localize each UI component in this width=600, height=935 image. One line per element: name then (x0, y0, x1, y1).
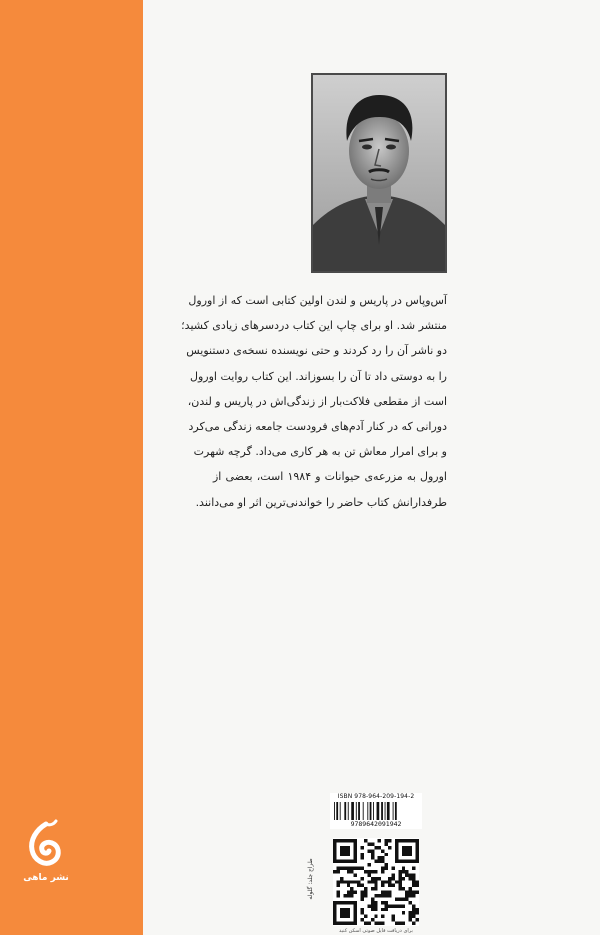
qr-code-icon (333, 838, 419, 926)
author-portrait (311, 73, 447, 273)
publisher-name: نشر ماهی (23, 873, 69, 883)
description-line: طرفدارانش کتاب حاضر را خواندنی‌ترین اثر او می‌دانند. (195, 495, 447, 509)
designer-credit (304, 840, 314, 918)
description-line: دو ناشر آن را رد کردند و حتی نویسنده نسخه‌ی دستنویس (186, 344, 447, 358)
publisher-logo (18, 818, 74, 894)
description-line: دورانی که در کنار آدم‌های فرودست جامعه زندگی می‌کرد (188, 420, 447, 434)
orange-spine-band (0, 0, 143, 935)
barcode-icon (334, 802, 418, 820)
description-line: اورول به مزرعه‌ی حیوانات و ۱۹۸۴ است، بعضی از (213, 470, 447, 484)
designer-credit-text: طراح جلد: گلوله (307, 858, 314, 900)
description-line: و برای امرار معاش تن به هر کاری می‌داد. گرچه شهرت (193, 445, 447, 459)
isbn-barcode (330, 793, 422, 829)
description-line: آس‌وپاس در پاریس و لندن اولین کتابی است که از اورول (188, 294, 447, 307)
book-description (181, 288, 447, 515)
description-line: منتشر شد. او برای چاپ این کتاب دردسرهای زیادی کشید؛ (181, 319, 447, 333)
description-line: را به دوستی داد تا آن را بسوزاند. این کتاب روایت اورول (189, 369, 447, 383)
fish-logo-icon (18, 818, 74, 874)
qr-caption: برای دریافت فایل صوتی اسکن کنید (339, 928, 413, 934)
author-portrait-icon (313, 75, 445, 271)
description-line: است از مقطعی فلاکت‌بار از زندگی‌اش در پاریس و لندن، (187, 394, 447, 408)
isbn-number: ISBN 978-964-209-194-2 (337, 793, 415, 800)
barcode-digits: 9789642091942 (350, 820, 402, 828)
